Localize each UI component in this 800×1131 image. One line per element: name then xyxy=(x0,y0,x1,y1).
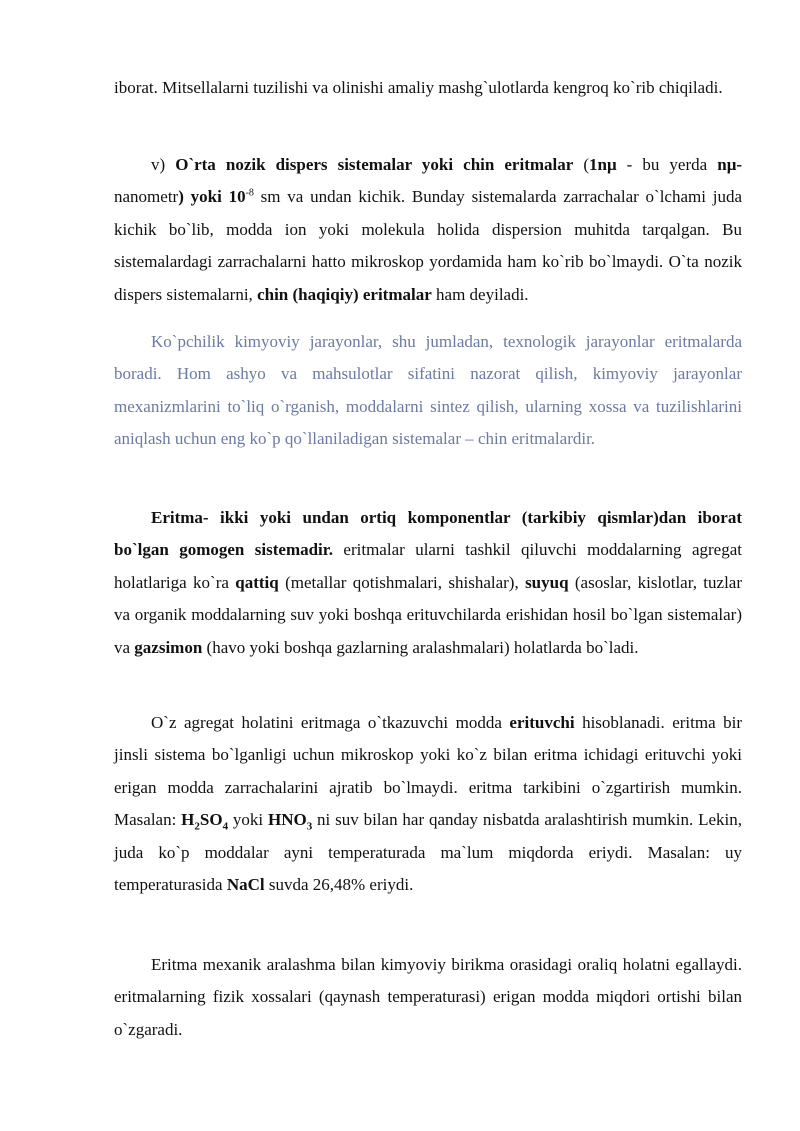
bold-term: chin (haqiqiy) eritmalar xyxy=(257,284,432,304)
unit-term: nμ- xyxy=(717,155,742,174)
paragraph-erituvchi xyxy=(114,707,742,901)
text-run: (metallar qotishmalari, shishalar), xyxy=(278,572,526,592)
paragraph-text: Ko`pchilik kimyoviy jarayonlar, shu jumladan, texnologik jarayonlar eritmalarda boradi. Hom ashyo va mahsulotlar sifatini nazorat qilish, kimyoviy jarayonlar mexanizmlarini to`liq o`rganish, moddalarni sintez qilish, ularning xossa va tuzilishlarini aniqlash uchun eng ko`p qo`llaniladigan sistemalar – chin eritmalardir. xyxy=(114,332,742,449)
paragraph-kimyoviy-jarayonlar xyxy=(114,326,742,456)
bold-term: suyuq xyxy=(525,572,569,592)
text-run: ni suv bilan har qanday nisbatda aralashtirish mumkin. Lekin, juda ko`p moddalar ayni temperaturada ma`lum miqdorda eriydi. Masalan: uy temperaturasida xyxy=(114,810,742,895)
unit-term: 1nμ xyxy=(589,155,617,174)
formula-subscript: 2 xyxy=(194,820,200,833)
paragraph-eritma-definition xyxy=(114,502,742,664)
formula-subscript: 4 xyxy=(222,820,229,833)
paragraph-mitsellalar xyxy=(114,72,742,104)
power-base: 10 xyxy=(228,187,246,207)
text-run: (havo yoki boshqa gazlarning aralashmalari) holatlarda bo`ladi. xyxy=(202,637,639,657)
text-run: O`z agregat holatini eritmaga o`tkazuvchi modda xyxy=(151,713,510,732)
formula-h2so4 xyxy=(181,810,229,833)
text-run: suvda 26,48% eriydi. xyxy=(264,875,414,895)
text-run: yoki xyxy=(228,810,268,830)
power-exponent: -8 xyxy=(245,187,254,199)
bold-term: erituvchi xyxy=(509,713,575,732)
paragraph-chin-eritmalar xyxy=(114,149,742,311)
paragraph-text: Eritma mexanik aralashma bilan kimyoviy birikma orasidagi oraliq holatni egallaydi. eritmalarning fizik xossalari (qaynash temperaturasi) erigan modda miqdori ortishi bilan o`zgaradi. xyxy=(114,955,742,1039)
formula-subscript: 3 xyxy=(306,820,313,833)
text-run: sm va undan kichik. Bunday sistemalarda zarrachalar o`lchami juda kichik bo`lib, modda ion yoki molekula holida dispersion muhitda tarqalgan. Bu sistemalardagi zarrachalarni hatto mikroskop yordamida ham ko`rib bo`lmaydi. O`ta nozik dispers sistemalarni, xyxy=(114,187,742,304)
text-run: ham deyiladi. xyxy=(431,284,529,304)
text-run: hisoblanadi. eritma bir jinsli sistema bo`lganligi uchun mikroskop yoki ko`z bilan eritma ichidagi erituvchi yoki erigan modda zarrachalarini ajratib bo`lmaydi. eritma tarkibini o`zgartirish mumkin. Masalan: xyxy=(114,713,743,830)
section-heading: O`rta nozik dispers sistemalar yoki chin eritmalar xyxy=(175,155,574,174)
formula-part: SO xyxy=(199,810,223,830)
formula-part: HNO xyxy=(267,810,307,830)
definition-text: Eritma- ikki yoki undan ortiq komponentlar (tarkibiy qismlar)dan iborat bo`lgan gomogen sistemadir. xyxy=(114,508,742,560)
text-run: (asoslar, kislotlar, tuzlar va organik moddalarning suv yoki boshqa erituvchilarda erishidan hosil bo`lgan sistemalar) va xyxy=(114,572,743,657)
paragraph-text: iborat. Mitsellalarni tuzilishi va olinishi amaliy mashg`ulotlarda kengroq ko`rib chiqiladi. xyxy=(114,78,723,97)
text-run: - bu yerda xyxy=(616,155,718,174)
bold-term: qattiq xyxy=(235,572,279,592)
text-run: ) yoki xyxy=(178,187,229,207)
formula-nacl: NaCl xyxy=(226,875,265,895)
text-run: eritmalar ularni tashkil qiluvchi moddalarning agregat holatlariga ko`ra xyxy=(114,540,742,592)
paragraph-oraliq-holat xyxy=(114,949,742,1046)
text-run: nanometr xyxy=(114,187,179,207)
list-marker: v) xyxy=(151,155,176,174)
bold-term: gazsimon xyxy=(134,637,203,657)
text-run: ( xyxy=(573,155,590,174)
formula-part: H xyxy=(181,810,195,830)
formula-hno3 xyxy=(267,810,313,833)
